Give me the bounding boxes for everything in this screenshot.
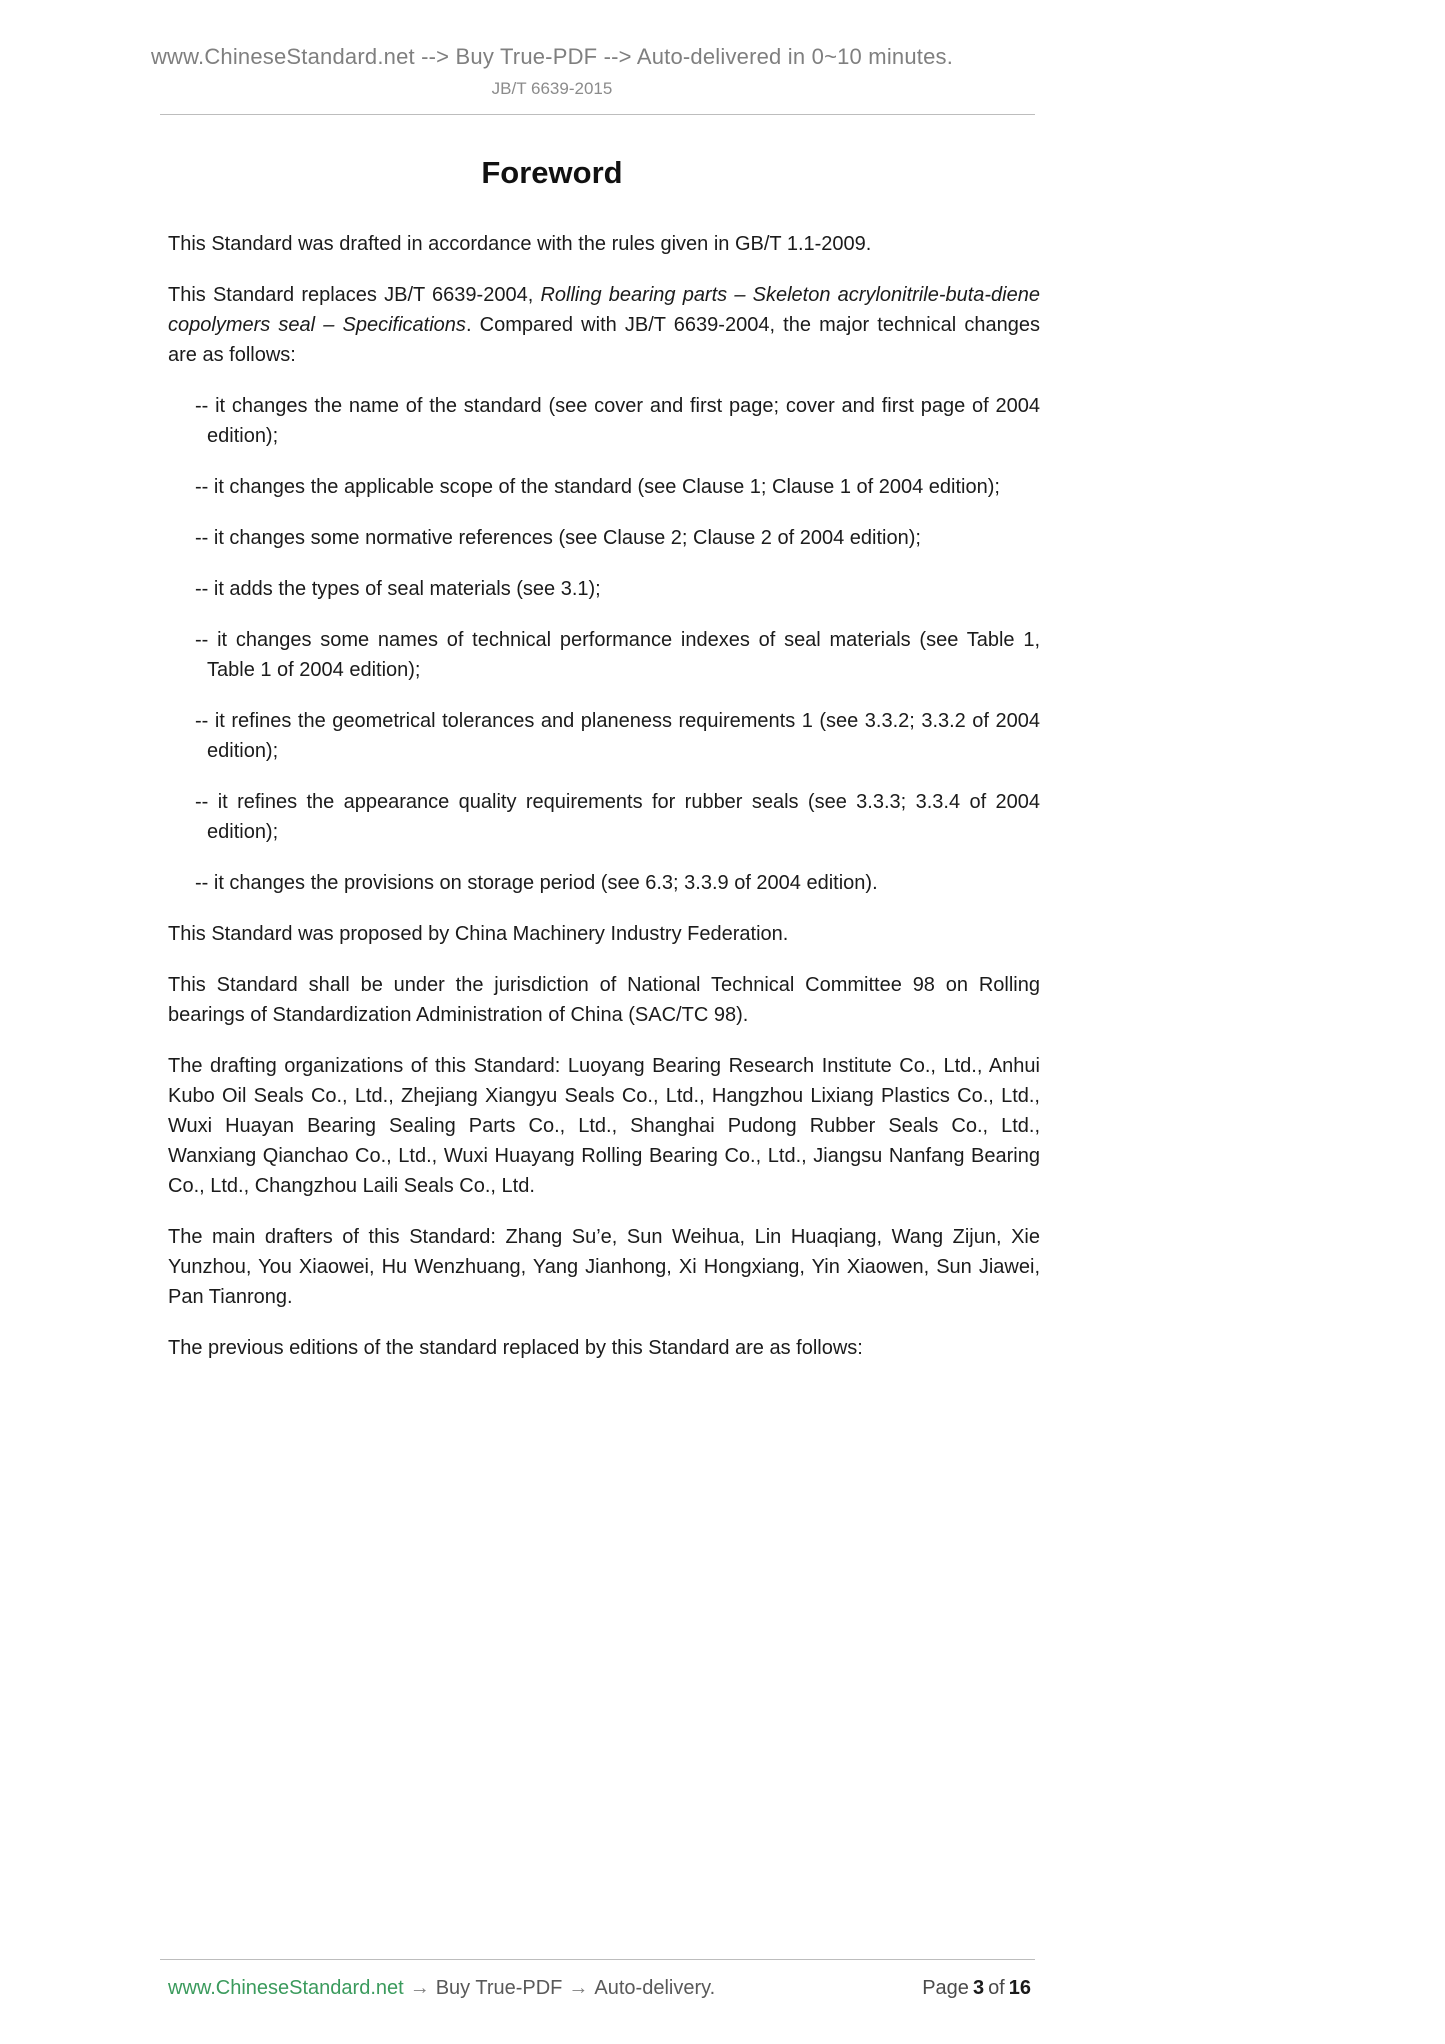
change-item: -- it changes the provisions on storage period (see 6.3; 3.3.9 of 2004 edition). [195,872,878,894]
footer-row [168,1977,1035,2000]
paragraph-drafting-organizations: The drafting organizations of this Standard: Luoyang Bearing Research Institute Co., Ltd., Anhui Kubo Oil Seals Co., Ltd., Zhejiang Xiangyu Seals Co., Ltd., Hangzhou Lixiang Plastics Co., Ltd., Wuxi Huayan Bearing Sealing Parts Co., Ltd., Shanghai Pudong Rubber Seals Co., Ltd., Wanxiang Qianchao Co., Ltd., Wuxi Huayang Rolling Bearing Co., Ltd., Jiangsu Nanfang Bearing Co., Ltd., Changzhou Laili Seals Co., Ltd. [168,1055,1040,1197]
header-tagline: www.ChineseStandard.net --> Buy True-PDF --> Auto-delivered in 0~10 minutes. [150,44,954,69]
change-item: -- it changes some names of technical performance indexes of seal materials (see Table 1, Table 1 of 2004 edition); [195,629,1040,681]
paragraph-jurisdiction: This Standard shall be under the jurisdiction of National Technical Committee 98 on Rolling bearings of Standardization Administration of China (SAC/TC 98). [168,974,1040,1026]
page-footer [0,1959,1104,2044]
change-item: -- it refines the geometrical tolerances and planeness requirements 1 (see 3.3.2; 3.3.2 of 2004 edition); [195,710,1040,762]
page-title: Foreword [481,155,623,190]
paragraph-replaces [168,280,1040,370]
changes-list [168,391,1040,898]
footer-site-link[interactable]: www.ChineseStandard.net [168,1977,404,1999]
change-item: -- it changes some normative references (see Clause 2; Clause 2 of 2004 edition); [195,527,921,549]
paragraph-drafted: This Standard was drafted in accordance with the rules given in GB/T 1.1-2009. [168,233,872,255]
footer-delivery-label: Auto-delivery. [594,1977,716,1999]
change-item: -- it adds the types of seal materials (see 3.1); [195,578,601,600]
arrow-icon: → [568,1977,589,1999]
foreword-body [168,229,1040,1363]
change-item: -- it refines the appearance quality requirements for rubber seals (see 3.3.3; 3.3.4 of 2004 edition); [195,791,1040,843]
footer-info [168,1977,715,2000]
page-word-label: Page [922,1977,969,1999]
header-doc-number: JB/T 6639-2015 [491,79,613,98]
arrow-icon: → [409,1977,430,1999]
paragraph-main-drafters: The main drafters of this Standard: Zhang Su’e, Sun Weihua, Lin Huaqiang, Wang Zijun, Xie Yunzhou, You Xiaowei, Hu Wenzhuang, Yang Jianhong, Xi Hongxiang, Yin Xiaowen, Sun Jiawei, Pan Tianrong. [168,1226,1040,1308]
page-indicator [922,1977,1035,2000]
change-item: -- it changes the applicable scope of the standard (see Clause 1; Clause 1 of 2004 edition); [195,476,1000,498]
change-item: -- it changes the name of the standard (see cover and first page; cover and first page of 2004 edition); [195,395,1040,447]
paragraph-previous-editions: The previous editions of the standard replaced by this Standard are as follows: [168,1337,863,1359]
page-header [0,0,1104,99]
header-divider [160,114,1035,115]
replaces-text-before: This Standard replaces JB/T 6639-2004, [168,284,541,306]
page-number-total: 16 [1008,1977,1031,1999]
footer-buy-label: Buy True-PDF [435,1977,563,1999]
page-number-current: 3 [972,1977,985,1999]
footer-divider [160,1959,1035,1960]
paragraph-proposed: This Standard was proposed by China Machinery Industry Federation. [168,923,789,945]
page-of-label: of [988,1977,1005,1999]
replaces-standard-title: Rolling bearing parts – Skeleton acrylonitrile-buta-diene copolymers seal – Specifications [168,284,1040,336]
replaces-text-after: . Compared with JB/T 6639-2004, the major technical changes are as follows: [168,314,1040,366]
